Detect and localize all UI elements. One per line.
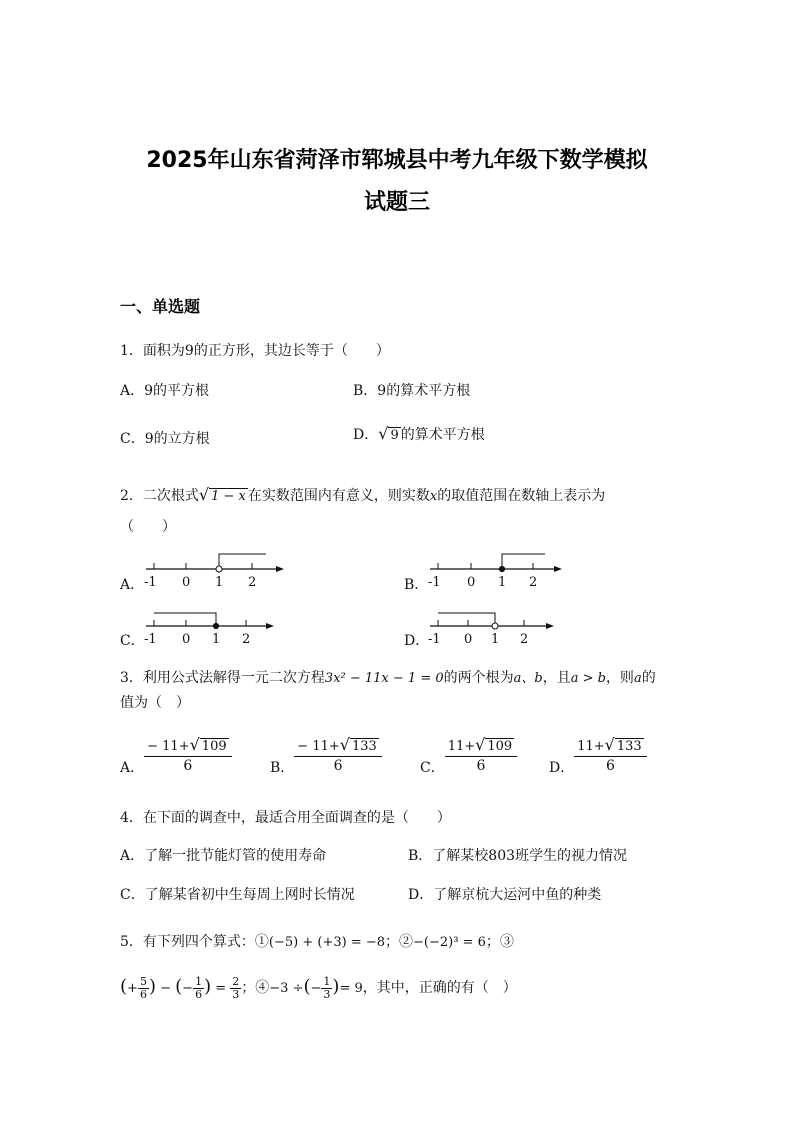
tick-label: -1 [428, 632, 441, 647]
radicand: 9 [390, 428, 399, 443]
radicand: 1 − x [211, 489, 246, 504]
question-1-stem: 1．面积为9的正方形，其边长等于（ ） [120, 343, 390, 359]
tick-label: -1 [144, 632, 157, 647]
number-line-c [140, 607, 290, 649]
tick-label: 0 [467, 575, 476, 590]
expression-4-pre: −3 ÷ [269, 981, 304, 996]
question-3-option-b [270, 736, 382, 775]
radical-sign-icon: √ [378, 424, 389, 443]
page-title-line-1: 2025年山东省菏泽市郓城县中考九年级下数学模拟 [146, 148, 648, 173]
tick-label: 1 [498, 575, 507, 590]
stem-pre: 3．利用公式法解得一元二次方程 [120, 670, 325, 686]
question-3-option-c [420, 736, 517, 775]
fraction [294, 736, 382, 775]
expression-4-post: = 9 [339, 981, 363, 996]
question-3-option-a [120, 736, 232, 775]
numerator-prefix: − 11+ [147, 739, 190, 754]
question-3-option-d [549, 736, 647, 775]
question-1-option-a: A．9的平方根 [120, 383, 210, 399]
question-1-option-d [353, 424, 485, 446]
question-4-option-d: D．了解京杭大运河中鱼的种类 [408, 887, 602, 903]
condition: a > b [570, 671, 606, 686]
denominator: 6 [606, 758, 615, 774]
fraction [445, 736, 517, 775]
question-2-label-b: B． [404, 577, 429, 593]
question-5-stem [120, 932, 514, 953]
numerator-prefix: 11+ [577, 739, 605, 754]
tick-label: 1 [491, 632, 500, 647]
expression-2: −(−2)³ = 6 [413, 935, 486, 950]
tick-label: 1 [215, 575, 224, 590]
stem-tail: ，其中，正确的有（ ） [362, 980, 517, 996]
stem-post-a: 在实数范围内有意义，则实数 [247, 488, 430, 504]
option-label: A． [120, 759, 145, 776]
stem-pre: 2．二次根式 [120, 488, 199, 504]
option-label: D． [549, 759, 575, 776]
page-title-line-2: 试题三 [363, 190, 430, 215]
tick-label: -1 [428, 575, 441, 590]
denominator: 6 [476, 758, 486, 774]
radical-sign-icon: √ [189, 735, 200, 754]
sqrt-1-minus-x [199, 485, 248, 507]
number-line-a [140, 550, 290, 592]
question-2-paren: （ ） [120, 519, 176, 535]
numerator-prefix: 11+ [447, 739, 476, 754]
fraction: $\frac{1}{6}$ [195, 974, 203, 1001]
option-label: B． [270, 759, 295, 776]
separator: ；③ [485, 934, 514, 950]
question-4-option-c: C．了解某省初中生每周上网时长情况 [120, 887, 355, 903]
question-1-option-c: C．9的立方根 [120, 431, 210, 447]
radical-sign-icon: √ [198, 485, 210, 504]
stem-mid: 的两个根为 [443, 670, 514, 686]
tick-label: 2 [520, 632, 529, 647]
question-4-option-b: B．了解某校803班学生的视力情况 [408, 848, 628, 864]
fraction: $\frac{5}{6}$ [139, 974, 147, 1001]
radicand: 109 [487, 739, 513, 754]
radicand: 109 [201, 739, 227, 754]
var-x: x [429, 489, 438, 504]
fraction [144, 736, 232, 775]
question-2-stem [120, 485, 605, 507]
radicand: 133 [616, 739, 642, 754]
denominator: 6 [333, 758, 343, 774]
separator: ；② [385, 934, 414, 950]
question-2-label-d: D． [404, 633, 430, 649]
tick-label: 1 [212, 632, 221, 647]
expression-1: (−5) + (+3) = −8 [268, 935, 386, 950]
radicand: 133 [351, 739, 377, 754]
sqrt-9 [378, 424, 400, 446]
option-d-tail: 的算术平方根 [400, 427, 485, 443]
tick-label: 0 [464, 632, 473, 647]
stem-pre: 5．有下列四个算式：① [120, 934, 269, 950]
tick-label: 0 [182, 632, 191, 647]
separator: ；④ [241, 980, 270, 996]
stem-post-b: 的取值范围在数轴上表示为 [437, 488, 606, 504]
question-4-stem: 4．在下面的调查中，最适合用全面调查的是（ ） [120, 810, 451, 826]
equation: 3x² − 11x − 1 = 0 [324, 671, 444, 686]
tick-label: 2 [242, 632, 251, 647]
fraction: $\frac{1}{3}$ [323, 974, 331, 1001]
number-line-b [424, 550, 574, 592]
question-2-label-c: C． [120, 633, 145, 649]
option-d-label: D． [353, 427, 379, 443]
stem-mid3: ，则 [605, 670, 634, 686]
section-heading: 一、单选题 [120, 297, 201, 316]
stem-end: 的 [641, 670, 656, 686]
roots: a、b [513, 671, 543, 686]
question-3-stem [120, 668, 656, 689]
fraction: $\frac{2}{3}$ [232, 974, 240, 1001]
question-5-line-2: (+ $\frac{5}{6}$ ) − (− $\frac{1}{6}$ ) = $\frac{2}{3}$ ；④−3 ÷(− $\frac{1}{3}$ )= 9，其中，正确的有（ ） [120, 974, 517, 1001]
numerator-prefix: − 11+ [297, 739, 340, 754]
stem-mid2: ，且 [542, 670, 571, 686]
radical-sign-icon: √ [339, 735, 350, 754]
tick-label: 2 [248, 575, 257, 590]
fraction [574, 736, 646, 775]
radical-sign-icon: √ [604, 735, 615, 754]
number-line-d [424, 607, 574, 649]
tick-label: 2 [529, 575, 538, 590]
denominator: 6 [183, 758, 193, 774]
question-4-option-a: A．了解一批节能灯管的使用寿命 [120, 848, 327, 864]
radical-sign-icon: √ [475, 735, 486, 754]
tick-label: 0 [182, 575, 191, 590]
question-3-line-2: 值为（ ） [120, 695, 190, 711]
tick-label: -1 [144, 575, 157, 590]
var-a: a [633, 671, 642, 686]
question-1-option-b: B．9的算术平方根 [353, 383, 471, 399]
question-2-label-a: A． [120, 577, 145, 593]
option-label: C． [420, 759, 445, 776]
